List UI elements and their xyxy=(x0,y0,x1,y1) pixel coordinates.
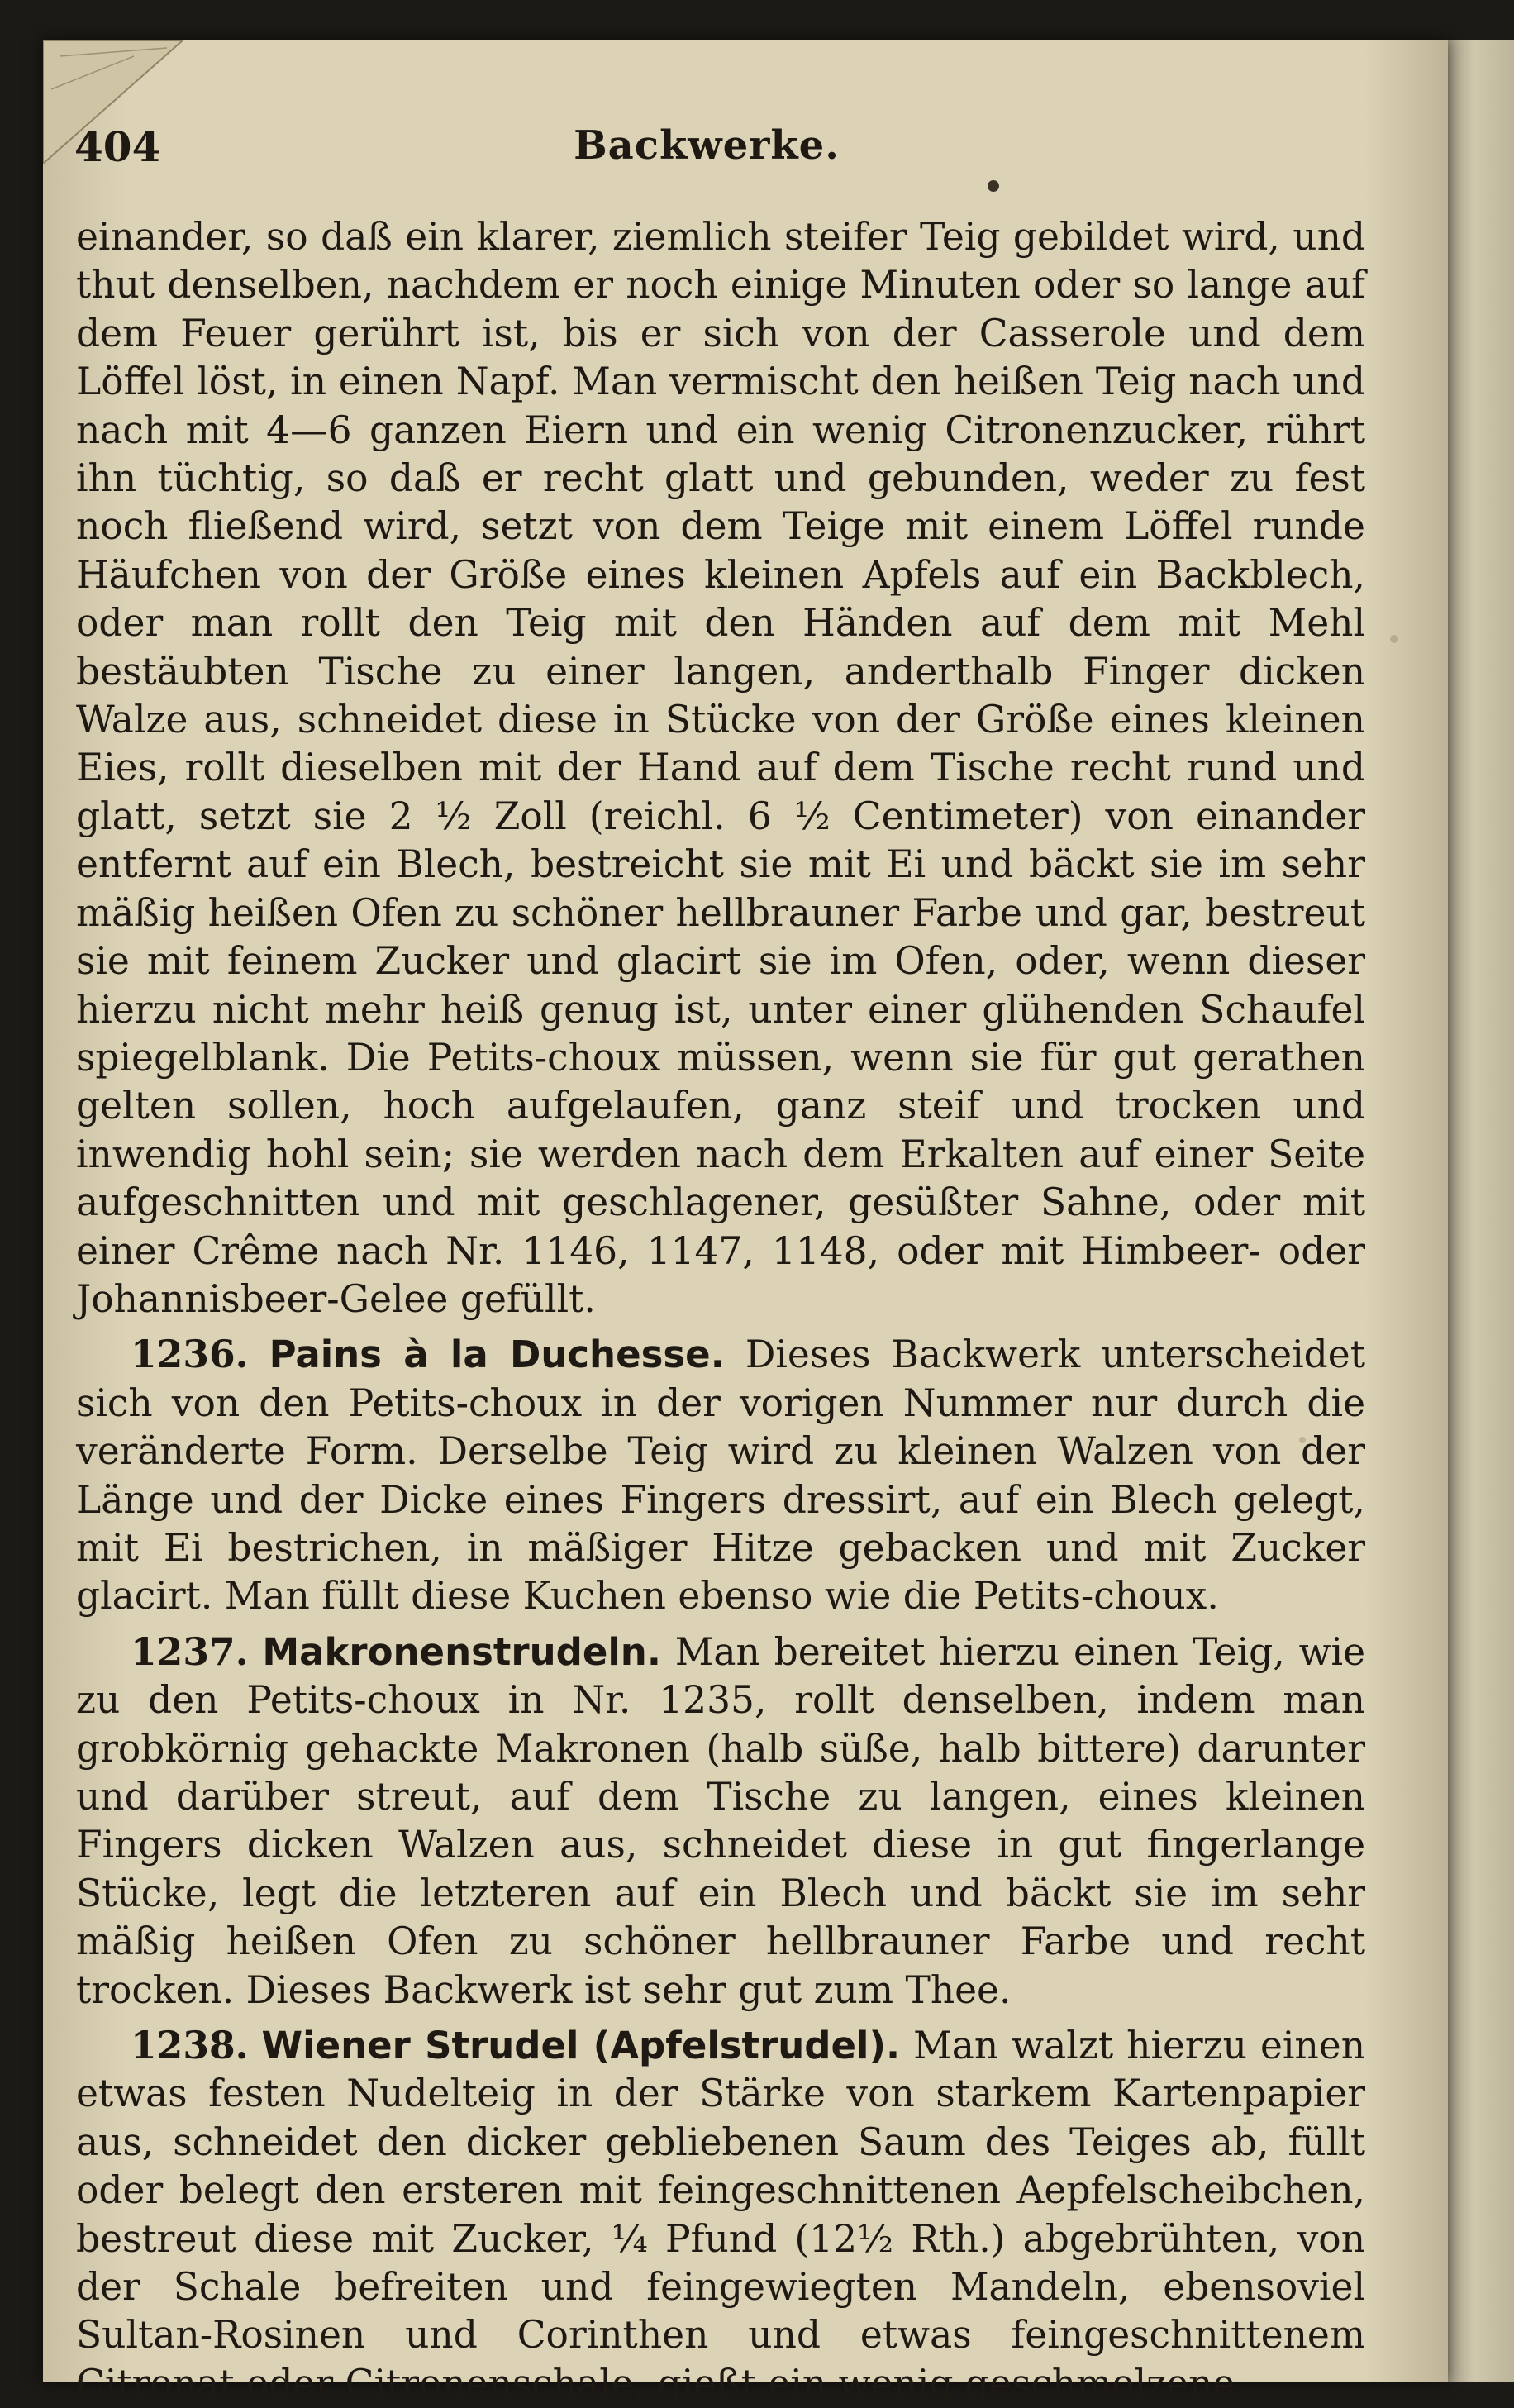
paragraph-continued: einander, so daß ein klarer, ziemlich steifer Teig gebildet wird, und thut denselben, nachdem er noch einige Minuten oder so lange auf dem Feuer gerührt ist, bis er sich von der Casserole und dem Löffel löst, in einen Napf. Man vermischt den heißen Teig nach und nach mit 4—6 ganzen Eiern und ein wenig Citronenzucker, rührt ihn tüchtig, so daß er recht glatt und gebunden, weder zu fest noch fließend wird, setzt von dem Teige mit einem Löffel runde Häufchen von der Größe eines kleinen Apfels auf ein Backblech, oder man rollt den Teig mit den Händen auf dem mit Mehl bestäubten Tische zu einer langen, anderthalb Finger dicken Walze aus, schneidet diese in Stücke von der Größe eines kleinen Eies, rollt dieselben mit der Hand auf dem Tische recht rund und glatt, setzt sie 2 ½ Zoll (reichl. 6 ½ Centimeter) von einander entfernt auf ein Blech, bestreicht sie mit Ei und bäckt sie im sehr mäßig heißen Ofen zu schöner hellbrauner Farbe und gar, bestreut sie mit feinem Zucker und glacirt sie im Ofen, oder, wenn dieser hierzu nicht mehr heiß genug ist, unter einer glühenden Schaufel spiegelblank. Die Petits-choux müssen, wenn sie für gut gerathen gelten sollen, hoch aufgelaufen, ganz steif und trocken und inwendig hohl sein; sie werden nach dem Erkalten auf einer Seite aufgeschnitten und mit geschlagener, gesüßter Sahne, oder mit einer Crême nach Nr. 1146, 1147, 1148, oder mit Himbeer- oder Johannisbeer-Gelee gefüllt. xyxy=(76,215,1365,1321)
ink-dot xyxy=(988,180,999,192)
entry-heading: Makronenstrudeln. xyxy=(262,1629,661,1674)
page-number: 404 xyxy=(74,122,161,171)
recipe-entry-1237 xyxy=(76,1628,1365,2015)
entry-number: 1237. xyxy=(131,1628,249,1674)
entry-heading: Pains à la Duchesse. xyxy=(269,1333,725,1377)
entry-text: Man bereitet hierzu einen Teig, wie zu den Petits-choux in Nr. 1235, rollt denselben, indem man grobkörnig gehackte Makronen (halb süße, halb bittere) darunter und darüber streut, auf dem Tische zu langen, eines kleinen Fingers dicken Walzen aus, schneidet diese in gut fingerlange Stücke, legt die letzteren auf ein Blech und bäckt sie im sehr mäßig heißen Ofen zu schöner hellbrauner Farbe und recht trocken. Dieses Backwerk ist sehr gut zum Thee. xyxy=(76,1629,1365,2012)
page-body xyxy=(76,213,1365,2408)
entry-number: 1236. xyxy=(131,1332,249,1377)
page-header xyxy=(74,83,1339,171)
entry-text: Man walzt hierzu einen etwas festen Nudelteig in der Stärke von starkem Kartenpapier aus, schneidet den dicker gebliebenen Saum des Teiges ab, füllt oder belegt den ersteren mit feingeschnittenen Aepfelscheibchen, bestreut diese mit Zucker, ¼ Pfund (12½ Rth.) abgebrühten, von der Schale befreiten und feingewiegten Mandeln, ebensoviel Sultan-Rosinen und Corinthen und etwas feingeschnittenem Citronat oder Citronenschale, gießt ein wenig geschmolzene xyxy=(76,2024,1365,2406)
recipe-entry-1236 xyxy=(76,1330,1365,1620)
recipe-entry-1238 xyxy=(76,2021,1365,2408)
entry-text: Dieses Backwerk unterscheidet sich von den Petits-choux in der vorigen Nummer nur durch die veränderte Form. Derselbe Teig wird zu kleinen Walzen von der Länge und der Dicke eines Fingers dressirt, auf ein Blech gelegt, mit Ei bestrichen, in mäßiger Hitze gebacken und mit Zucker glacirt. Man füllt diese Kuchen ebenso wie die Petits-choux. xyxy=(76,1333,1365,1619)
entry-heading: Wiener Strudel (Apfelstrudel). xyxy=(261,2024,901,2068)
entry-number: 1238. xyxy=(131,2023,249,2068)
page-edge-strip xyxy=(1448,40,1514,2382)
paper-spot xyxy=(1390,635,1398,643)
running-title: Backwerke. xyxy=(574,122,840,169)
